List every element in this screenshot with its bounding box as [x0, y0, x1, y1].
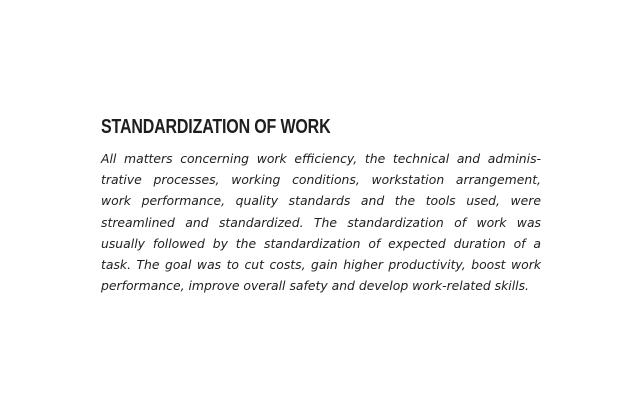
body-line: streamlined and standardized. The standardization of work was — [101, 214, 541, 230]
text-section — [101, 114, 541, 296]
body-line: task. The goal was to cut costs, gain higher productivity, boost work — [101, 257, 541, 273]
body-line: performance, improve overall safety and develop work-related skills. — [101, 278, 529, 294]
section-heading: STANDARDIZATION OF WORK — [101, 116, 331, 138]
body-paragraph — [101, 148, 541, 296]
body-line: work performance, quality standards and the tools used, were — [101, 193, 541, 209]
body-line: All matters concerning work efficiency, the technical and adminis- — [101, 151, 541, 166]
body-line: trative processes, working conditions, workstation arrangement, — [101, 172, 541, 188]
body-line: usually followed by the standardization of expected duration of a — [101, 235, 541, 251]
